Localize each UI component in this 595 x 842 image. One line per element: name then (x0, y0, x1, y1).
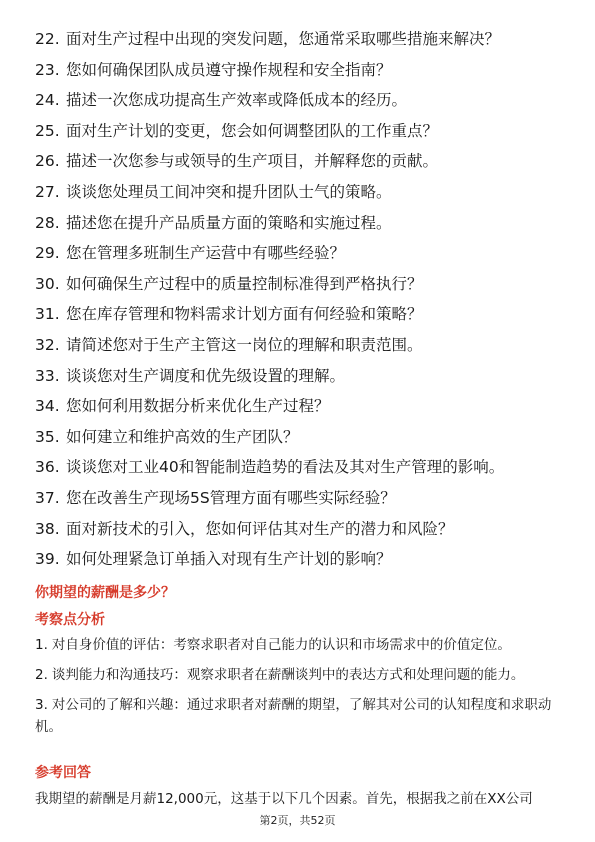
question-item (35, 483, 575, 514)
question-number: 24. (35, 91, 60, 110)
question-number: 38. (35, 519, 60, 538)
question-item (35, 514, 575, 545)
question-item (35, 55, 575, 86)
question-item (35, 269, 575, 300)
question-number: 39. (35, 550, 60, 569)
question-number: 31. (35, 305, 60, 324)
question-text: 描述一次您成功提高生产效率或降低成本的经历。 (66, 91, 408, 110)
question-text: 如何建立和维护高效的生产团队？ (66, 427, 299, 446)
question-text: 您在改善生产现场5S管理方面有哪些实际经验？ (66, 488, 396, 507)
question-item (35, 361, 575, 392)
question-text: 谈谈您对生产调度和优先级设置的理解。 (66, 366, 346, 385)
question-text: 您如何利用数据分析来优化生产过程？ (66, 397, 330, 416)
question-number: 23. (35, 60, 60, 79)
question-number: 27. (35, 182, 60, 201)
featured-question-title: 你期望的薪酬是多少？ (35, 585, 175, 601)
analysis-point (35, 664, 565, 686)
question-text: 您在管理多班制生产运营中有哪些经验？ (66, 244, 346, 263)
question-number: 25. (35, 121, 60, 140)
question-number: 36. (35, 458, 60, 477)
question-number: 28. (35, 213, 60, 232)
analysis-points (35, 634, 565, 746)
question-text: 如何处理紧急订单插入对现有生产计划的影响？ (66, 550, 392, 569)
question-number: 34. (35, 397, 60, 416)
question-list (35, 24, 575, 575)
point-text: 对自身价值的评估：考察求职者对自己能力的认识和市场需求中的价值定位。 (51, 637, 511, 653)
question-text: 面对生产过程中出现的突发问题，您通常采取哪些措施来解决？ (66, 30, 501, 48)
question-number: 37. (35, 488, 60, 507)
question-item (35, 116, 575, 147)
analysis-heading: 考察点分析 (35, 612, 105, 628)
question-item (35, 238, 575, 269)
question-text: 描述您在提升产品质量方面的策略和实施过程。 (66, 213, 392, 232)
question-item (35, 85, 575, 116)
question-text: 谈谈您处理员工间冲突和提升团队士气的策略。 (66, 182, 392, 201)
question-item (35, 177, 575, 208)
question-item (35, 544, 575, 575)
point-number: 3. (35, 697, 48, 713)
question-number: 35. (35, 427, 60, 446)
question-number: 32. (35, 335, 60, 354)
question-text: 面对新技术的引入，您如何评估其对生产的潜力和风险？ (66, 519, 454, 538)
question-text: 谈谈您对工业40和智能制造趋势的看法及其对生产管理的影响。 (66, 458, 505, 477)
question-text: 描述一次您参与或领导的生产项目，并解释您的贡献。 (66, 152, 439, 171)
question-text: 您在库存管理和物料需求计划方面有何经验和策略？ (66, 305, 423, 324)
page-footer: 第2页，共52页 (259, 814, 336, 827)
question-number: 26. (35, 152, 60, 171)
question-item (35, 24, 575, 55)
question-item (35, 391, 575, 422)
question-item (35, 299, 575, 330)
reference-heading: 参考回答 (35, 765, 91, 781)
question-item (35, 330, 575, 361)
question-number: 33. (35, 366, 60, 385)
question-number: 29. (35, 244, 60, 263)
point-text: 对公司的了解和兴趣：通过求职者对薪酬的期望，了解其对公司的认知程度和求职动机。 (35, 697, 552, 735)
question-item (35, 422, 575, 453)
point-text: 谈判能力和沟通技巧：观察求职者在薪酬谈判中的表达方式和处理问题的能力。 (51, 667, 525, 683)
question-text: 您如何确保团队成员遵守操作规程和安全指南？ (66, 60, 392, 79)
question-text: 面对生产计划的变更，您会如何调整团队的工作重点？ (66, 121, 439, 140)
question-item (35, 208, 575, 239)
point-number: 1. (35, 637, 48, 653)
analysis-point (35, 634, 565, 656)
question-number: 22. (35, 30, 60, 48)
question-number: 30. (35, 274, 60, 293)
question-item (35, 452, 575, 483)
question-text: 请简述您对于生产主管这一岗位的理解和职责范围。 (66, 335, 423, 354)
question-text: 如何确保生产过程中的质量控制标准得到严格执行？ (66, 274, 423, 293)
reference-answer-text: 我期望的薪酬是月薪12,000元，这基于以下几个因素。首先，根据我之前在XX公司 (35, 791, 533, 807)
analysis-point (35, 694, 565, 738)
point-number: 2. (35, 667, 48, 683)
question-item (35, 146, 575, 177)
